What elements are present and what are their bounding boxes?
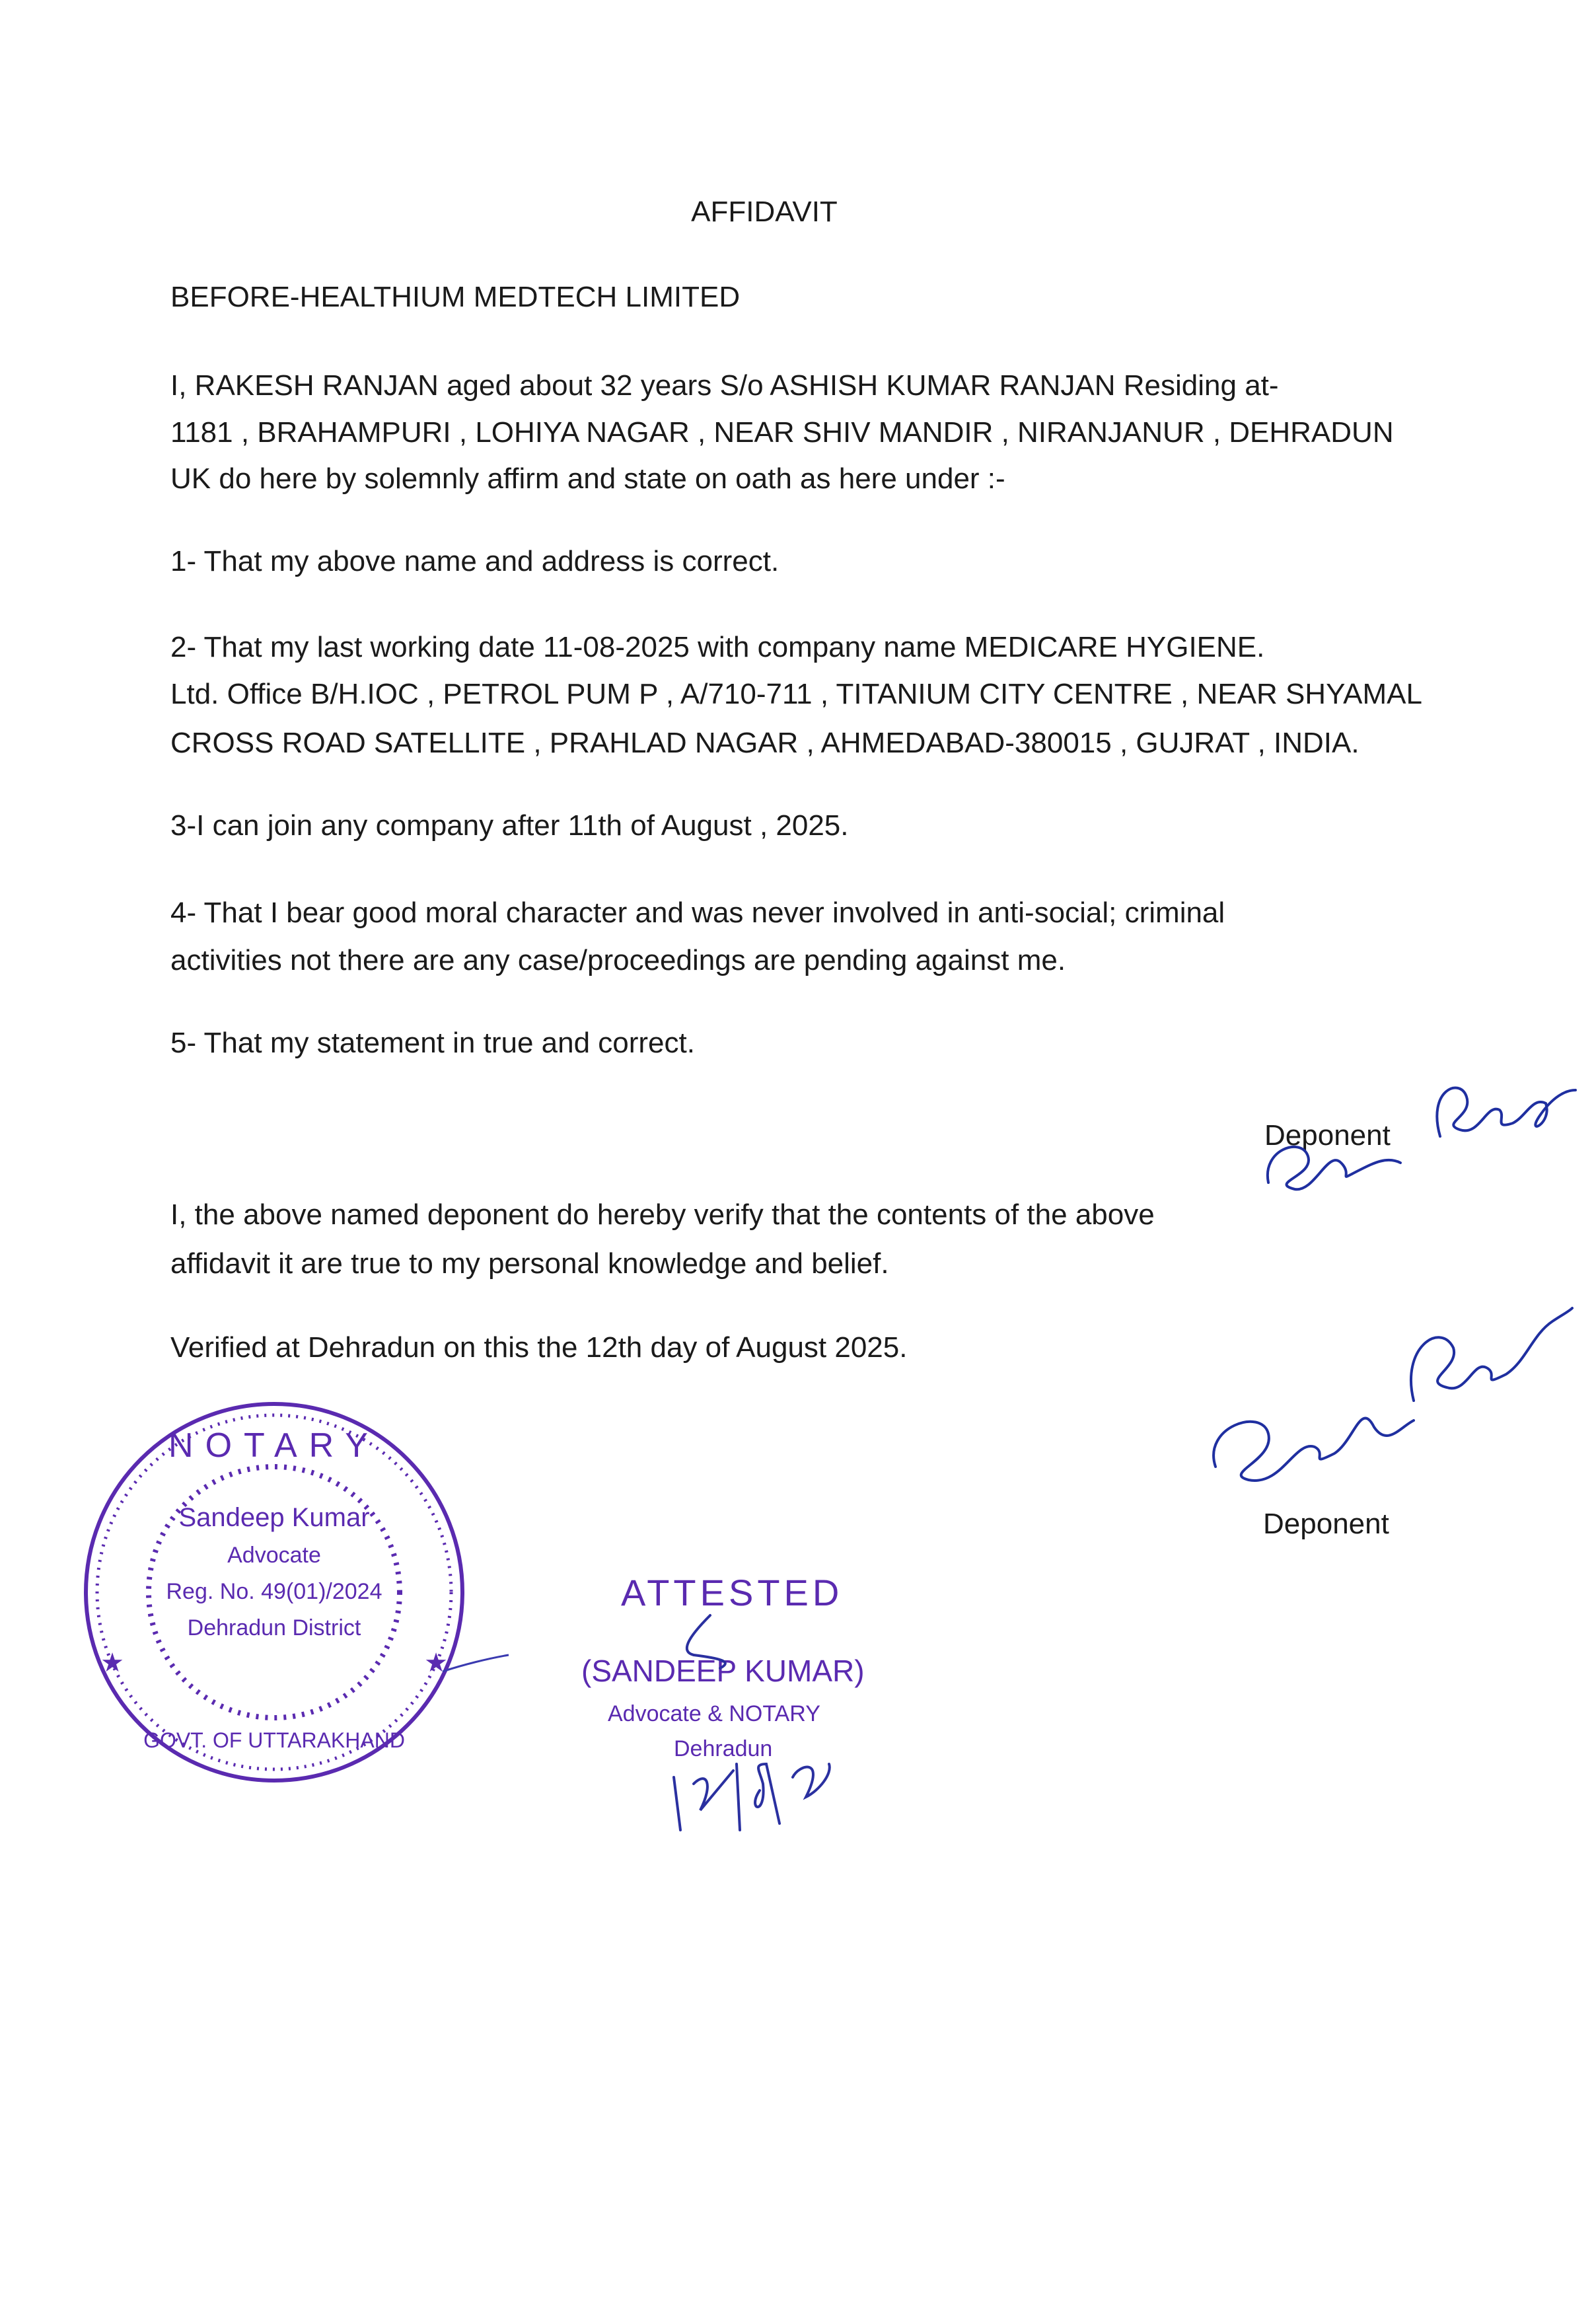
attested-name: (SANDEEP KUMAR) bbox=[581, 1654, 865, 1688]
intro-line: 1181 , BRAHAMPURI , LOHIYA NAGAR , NEAR SHIV MANDIR , NIRANJANUR , DEHRADUN bbox=[170, 416, 1394, 449]
intro-line: I, RAKESH RANJAN aged about 32 years S/o ASHISH KUMAR RANJAN Residing at- bbox=[170, 369, 1279, 402]
point-3: 3-I can join any company after 11th of August , 2025. bbox=[170, 809, 849, 842]
verified-at-line: Verified at Dehradun on this the 12th day of August 2025. bbox=[170, 1331, 908, 1364]
point-1: 1- That my above name and address is correct. bbox=[170, 545, 780, 577]
star-icon: ★ bbox=[100, 1648, 124, 1677]
seal-reg-no: Reg. No. 49(01)/2024 bbox=[166, 1579, 382, 1604]
seal-name: Sandeep Kumar bbox=[178, 1503, 370, 1532]
point-2: Ltd. Office B/H.IOC , PETROL PUM P , A/710-711 , TITANIUM CITY CENTRE , NEAR SHYAMAL bbox=[170, 678, 1422, 710]
deponent-label: Deponent bbox=[1263, 1508, 1389, 1540]
attested-stamp bbox=[575, 1546, 945, 1850]
seal-bottom-text: GOVT. OF UTTARAKHAND bbox=[143, 1728, 405, 1752]
notary-seal bbox=[73, 1394, 495, 1790]
seal-role: Advocate bbox=[227, 1543, 321, 1568]
deponent-signature-1 bbox=[1242, 1050, 1585, 1222]
addressee: BEFORE-HEALTHIUM MEDTECH LIMITED bbox=[170, 281, 741, 313]
deponent-label: Deponent bbox=[1264, 1119, 1391, 1152]
deponent-signature-2 bbox=[1202, 1295, 1572, 1506]
point-5: 5- That my statement in true and correct. bbox=[170, 1027, 695, 1059]
attested-role: Advocate & NOTARY bbox=[608, 1701, 820, 1726]
point-2: 2- That my last working date 11-08-2025 with company name MEDICARE HYGIENE. bbox=[170, 631, 1265, 663]
seal-district: Dehradun District bbox=[187, 1615, 361, 1640]
attested-heading: ATTESTED bbox=[621, 1572, 844, 1613]
document-title: AFFIDAVIT bbox=[691, 196, 838, 228]
intro-line: UK do here by solemnly affirm and state on oath as here under :- bbox=[170, 462, 1005, 495]
star-icon: ★ bbox=[424, 1648, 448, 1677]
attested-place: Dehradun bbox=[674, 1736, 773, 1761]
verification-line: I, the above named deponent do hereby verify that the contents of the above bbox=[170, 1198, 1155, 1231]
seal-top-text: NOTARY bbox=[168, 1426, 380, 1465]
point-2: CROSS ROAD SATELLITE , PRAHLAD NAGAR , AHMEDABAD-380015 , GUJRAT , INDIA. bbox=[170, 727, 1360, 759]
point-4: 4- That I bear good moral character and was never involved in anti-social; criminal bbox=[170, 897, 1225, 929]
point-4: activities not there are any case/proceedings are pending against me. bbox=[170, 944, 1066, 976]
verification-line: affidavit it are true to my personal knowledge and belief. bbox=[170, 1247, 889, 1280]
